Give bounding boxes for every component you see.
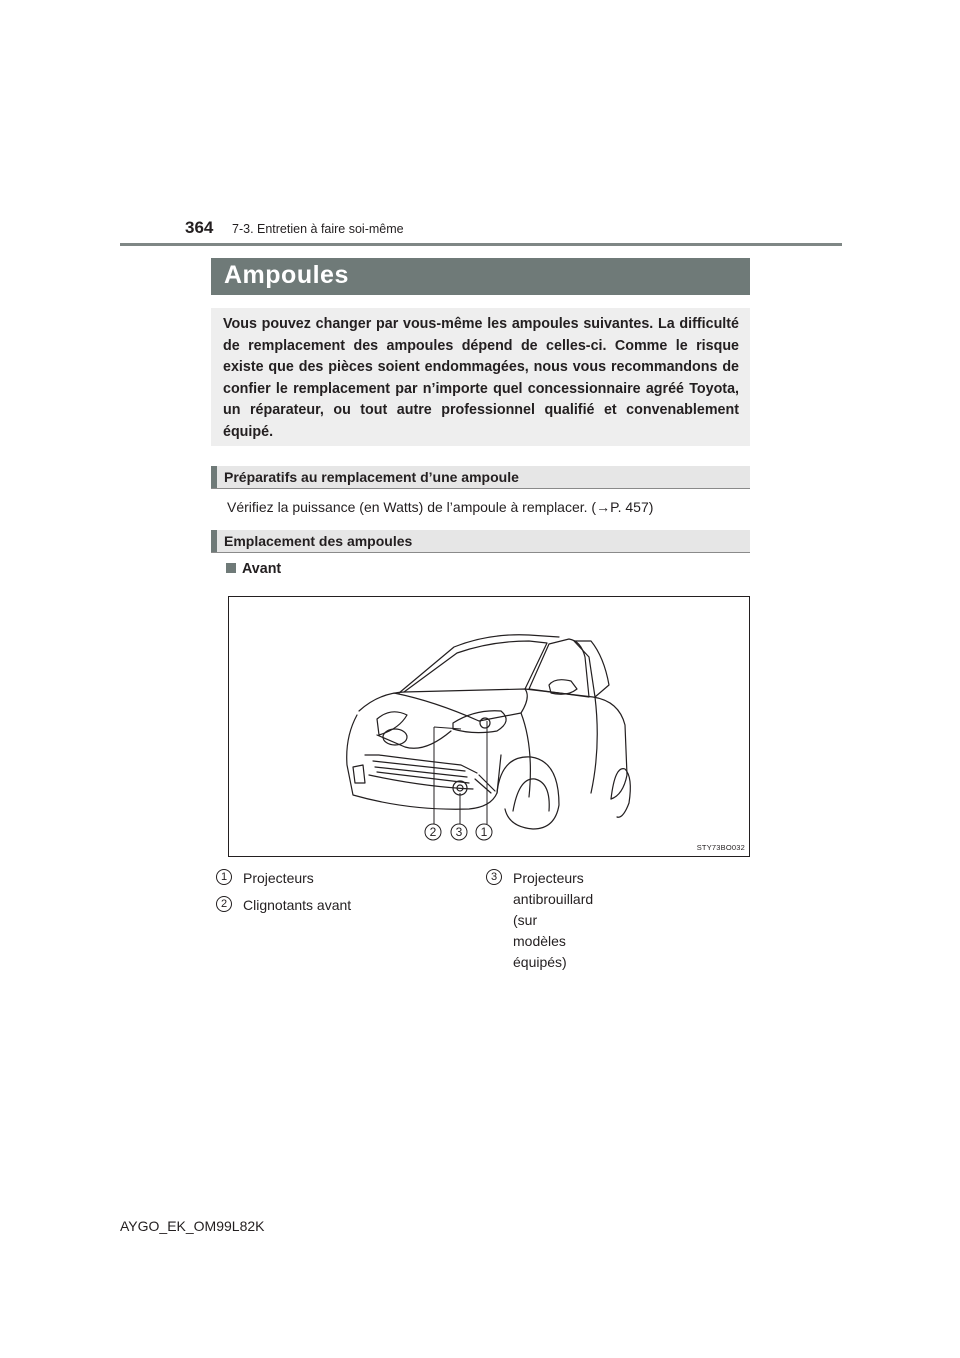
location-section-header bbox=[211, 530, 750, 553]
bumper-stripes bbox=[475, 775, 495, 793]
legend-text-2: Clignotants avant bbox=[243, 897, 352, 913]
header-divider bbox=[120, 243, 842, 246]
roof-line bbox=[399, 635, 559, 693]
avant-label: Avant bbox=[242, 561, 282, 577]
intro-box bbox=[211, 308, 750, 446]
title-bar bbox=[211, 258, 750, 295]
rear-door-line bbox=[591, 697, 597, 793]
location-section-title: Emplacement des ampoules bbox=[224, 533, 413, 549]
section-breadcrumb: 7-3. Entretien à faire soi-même bbox=[232, 222, 404, 236]
legend-text-1: Projecteurs bbox=[243, 870, 314, 886]
prep-text: Vérifiez la puissance (en Watts) de l’ampoule à remplacer. (→P. 457) bbox=[227, 499, 654, 515]
legend-number-2: 2 bbox=[216, 896, 232, 912]
prep-section-header bbox=[211, 466, 750, 489]
rear-side-window bbox=[574, 641, 609, 697]
legend-number-3: 3 bbox=[486, 869, 502, 885]
front-wheel bbox=[497, 757, 559, 829]
intro-text: Vous pouvez changer par vous-même les ampoules suivantes. La difficulté de remplacement des ampoules dépend de celles-ci. Comme le risque existe que des pièces soient endommagées, nous vous recommandons de confier le remplacement par n’importe quel concessionnaire agréé Toyota, un réparateur, ou tout autre professionnel qualifié et convenablement équipé. bbox=[223, 316, 739, 440]
upper-grille bbox=[377, 731, 451, 748]
car-illustration bbox=[229, 597, 749, 856]
body-side bbox=[525, 689, 627, 799]
left-headlight bbox=[377, 712, 407, 735]
footer-code: AYGO_EK_OM99L82K bbox=[120, 1218, 265, 1234]
car-front-figure bbox=[228, 596, 750, 857]
legend-text-3: Projecteurs antibrouillard (sur modèles équipés) bbox=[513, 870, 594, 970]
page-title: Ampoules bbox=[224, 261, 349, 289]
left-fog-lamp bbox=[353, 765, 365, 783]
callout-2: 2 bbox=[429, 825, 437, 839]
square-bullet-icon bbox=[226, 563, 236, 573]
windshield bbox=[404, 641, 547, 692]
figure-code: STY73BO032 bbox=[696, 843, 745, 852]
hood bbox=[359, 689, 527, 721]
prep-section-title: Préparatifs au remplacement d’une ampoule bbox=[224, 469, 519, 485]
rear-wheel bbox=[611, 769, 630, 818]
callout-1: 1 bbox=[480, 825, 488, 839]
avant-subheading bbox=[226, 561, 281, 577]
legend-number-1: 1 bbox=[216, 869, 232, 885]
front-bumper bbox=[347, 715, 501, 809]
callout-3: 3 bbox=[455, 825, 463, 839]
page-number: 364 bbox=[185, 218, 214, 237]
